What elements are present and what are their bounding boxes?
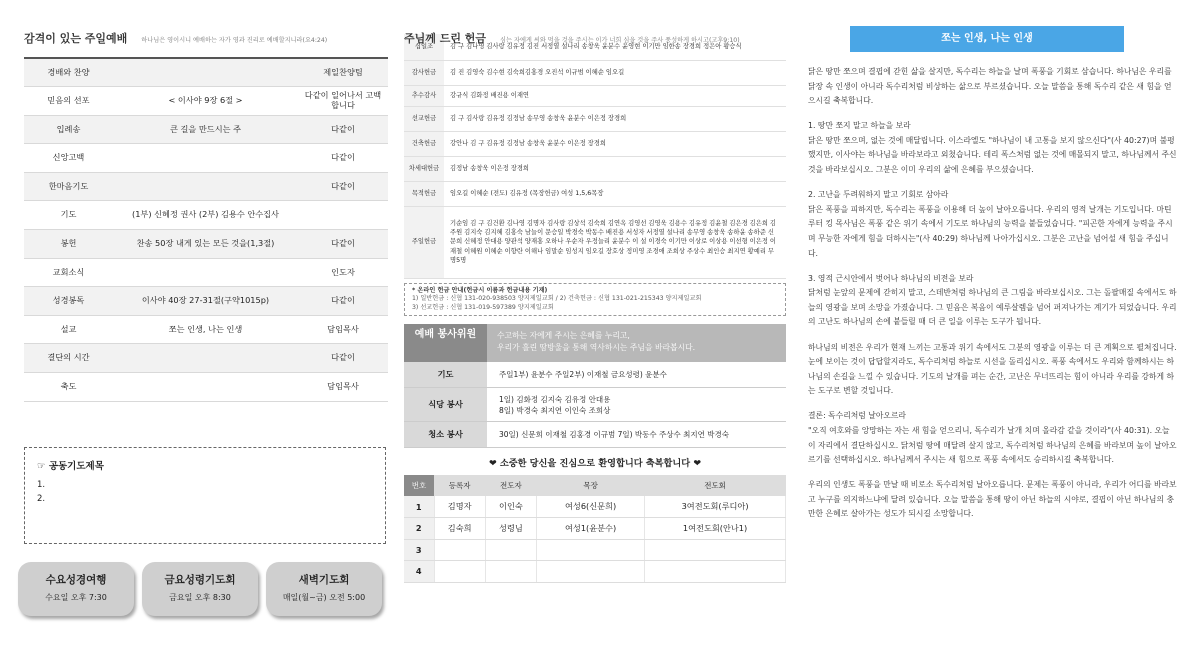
meeting-name: 수요성경여행 [45, 574, 107, 586]
offering-verse: 심는 자에게 씨와 먹을 것을 주시는 이가 너희 심을 것을 주사 풍성하게 하시고(고후9:10) [500, 37, 740, 44]
worship-row [24, 115, 388, 144]
registration-cell: 3 [404, 539, 434, 561]
registration-cell [485, 539, 536, 561]
service-member-line: 30일) 신문희 이재철 김홍경 이규범 7일) 박동수 주상수 최지연 박경숙 [499, 430, 729, 439]
registration-cell: 이인숙 [485, 496, 536, 518]
meeting-time: 수요일 오후 7:30 [45, 593, 107, 602]
worship-row [24, 315, 388, 344]
registration-header: 목장 [537, 475, 645, 496]
offering-row [404, 181, 786, 206]
worship-leader: 인도자 [298, 258, 388, 287]
worship-row [24, 287, 388, 316]
offering-row [404, 206, 786, 278]
sermon-paragraph: 하나님의 비전은 우리가 현재 느끼는 고통과 위기 속에서도 그분의 영광을 이루는 더 큰 계획으로 펼쳐집니다. 눈에 보이는 것이 답답할지라도, 독수리처럼 하늘로 시선을 돌리십시오. 폭풍 속에서도 우리와 함께하시는 하나님의 손길을 느낄 수 있습니다. 기도의 날개를 펴는 순간, 고난은 무너뜨리는 힘이 아니라 우리를 강하게 하는 도구로 변할 것입니다. [808, 342, 1177, 396]
registration-table [404, 475, 786, 583]
offering-title: 주님께 드린 헌금 [404, 32, 487, 45]
worship-row [24, 258, 388, 287]
offering-header [404, 0, 786, 45]
worship-detail: 이사야 40장 27-31절(구약1015p) [113, 287, 298, 316]
registration-header: 번호 [404, 475, 434, 496]
worship-item: 신앙고백 [24, 144, 113, 173]
registration-cell [537, 561, 645, 583]
registration-cell [434, 539, 485, 561]
worship-item: 성경봉독 [24, 287, 113, 316]
registration-header: 전도회 [645, 475, 786, 496]
registration-row [404, 496, 786, 518]
offering-row [404, 85, 786, 106]
worship-leader: 담임목사 [298, 373, 388, 402]
offering-row [404, 60, 786, 85]
meeting-card [266, 562, 382, 616]
registration-row [404, 539, 786, 561]
registration-cell: 여성1(윤분수) [537, 518, 645, 540]
meeting-time: 매일(월~금) 오전 5:00 [282, 593, 366, 602]
meeting-list [18, 562, 382, 616]
worship-item: 한마음기도 [24, 172, 113, 201]
registration-cell: 2 [404, 518, 434, 540]
worship-item: 교회소식 [24, 258, 113, 287]
worship-header [24, 0, 388, 45]
offering-type: 추수감사 [404, 85, 444, 106]
worship-detail: (1부) 신혜정 권사 (2부) 김용수 안수집사 [113, 201, 298, 230]
worship-title: 감격이 있는 주일예배 [24, 32, 128, 45]
service-label: 예배 봉사위원 [404, 324, 487, 362]
sermon-paragraph: 닭은 땅만 쪼으며 결핍에 갇힌 삶을 살지만, 독수리는 하늘을 날며 폭풍을 기회로 삼습니다. 하나님은 우리를 닭장 속 인생이 아니라 독수리처럼 비상하는 삶으로 부르셨습니다. 오늘 말씀을 통해 독수리 같은 새 힘을 얻으시길 축복합니다. [808, 67, 1172, 106]
registration-cell: 1여전도회(안나1) [645, 518, 786, 540]
registration-cell: 여성6(신문희) [537, 496, 645, 518]
registration-header: 등록자 [434, 475, 485, 496]
worship-leader: 다같이 [298, 344, 388, 373]
prayer-line: 1. [37, 480, 46, 490]
online-line: 1) 일반헌금 : 신협 131-020-938503 양지제일교회 / 2) 건축헌금 : 신협 131-021-215343 양지제일교회 [412, 295, 702, 302]
service-member-line: 1일) 김화정 김지숙 김유정 안대용 [499, 394, 611, 404]
registration-header: 전도자 [485, 475, 536, 496]
service-desc [487, 324, 786, 362]
welcome-message: ❤ 소중한 당신을 진심으로 환영합니다 축복합니다 ❤ [488, 458, 702, 469]
service-role: 청소 봉사 [404, 422, 487, 447]
meeting-name: 금요성령기도회 [164, 574, 236, 586]
worship-item: 결단의 시간 [24, 344, 113, 373]
meeting-name: 새벽기도회 [298, 574, 350, 586]
registration-cell: 김숙희 [434, 518, 485, 540]
registration-cell [645, 561, 786, 583]
worship-leader: 다같이 [298, 115, 388, 144]
service-role: 기도 [404, 362, 487, 387]
service-rows [404, 362, 786, 448]
offering-names: 임오길 이혜순 (전도) 김유정 (목장헌금) 여성 1,5,6목장 [444, 181, 786, 206]
worship-detail: 쪼는 인생, 나는 인생 [113, 315, 298, 344]
worship-leader: 제일찬양팀 [298, 58, 388, 87]
online-line: 3) 선교헌금 : 신협 131-019-597389 양지제일교회 [412, 303, 554, 311]
online-offering-box [404, 283, 786, 317]
offering-column [404, 0, 786, 583]
worship-leader: 다같이 [298, 144, 388, 173]
service-member-line: 8일) 박경숙 최지연 이인숙 조희상 [499, 405, 611, 415]
worship-leader: 다같이 일어나서 고백합니다 [298, 87, 388, 116]
service-members [487, 394, 610, 416]
worship-row [24, 201, 388, 230]
worship-detail [113, 344, 298, 373]
sermon-paragraph: 2. 고난을 두려워하지 말고 기회로 삼아라 닭은 폭풍을 피하지만, 독수리는 폭풍을 이용해 더 높이 날아오릅니다. 우리의 영적 날개는 기도입니다. 마틴 루터 킹 목사님은 폭풍 같은 위기 속에서 기도로 하나님의 능력을 붙들었습니다. "피곤한 자에게 능력을 주시며 무능한 자에게 힘을 더하시는"(사 40:29) 하나님께 나아가십시오. 그분은 고난을 넘어설 새 힘을 주십니다. [808, 190, 1173, 258]
registration-cell [645, 539, 786, 561]
offering-names: 김 구 김사랑 김유정 김정남 송무영 송창욱 윤분수 이은정 장경희 [444, 106, 786, 131]
offering-type: 목적헌금 [404, 181, 444, 206]
worship-item: 기도 [24, 201, 113, 230]
registration-cell: 4 [404, 561, 434, 583]
registration-row [404, 561, 786, 583]
worship-item: 봉헌 [24, 230, 113, 259]
offering-type: 십일조 [404, 34, 444, 60]
worship-item: 축도 [24, 373, 113, 402]
online-title: * 온라인 헌금 안내(헌금시 이름과 헌금내용 기재) [412, 286, 548, 294]
worship-column [24, 0, 388, 602]
prayer-line: 2. [37, 494, 46, 504]
service-role: 식당 봉사 [404, 388, 487, 421]
worship-detail [113, 172, 298, 201]
worship-leader: 담임목사 [298, 315, 388, 344]
service-row [404, 388, 786, 422]
sermon-paragraph: 우리의 인생도 폭풍을 만날 때 비로소 독수리처럼 날아오릅니다. 문제는 폭풍이 아니라, 우리가 어디를 바라보고 누구를 의지하느냐에 달려 있습니다. 오늘 말씀을 통해 땅이 아닌 하늘의 시야로, 결핍이 아닌 하나님의 충만한 은혜로 살아가는 성도가 되시길 소망합니다. [808, 480, 1177, 519]
offering-type: 차세대헌금 [404, 156, 444, 181]
worship-item: 입례송 [24, 115, 113, 144]
worship-item: 믿음의 선포 [24, 87, 113, 116]
offering-row [404, 156, 786, 181]
offering-names: 김 진 김영숙 김수현 김숙희김홍경 오진석 이규범 이혜순 임오길 [444, 60, 786, 85]
worship-detail [113, 58, 298, 87]
worship-row [24, 344, 388, 373]
registration-row [404, 518, 786, 540]
offering-type: 선교헌금 [404, 106, 444, 131]
registration-header-row [404, 475, 786, 496]
meeting-card [142, 562, 258, 616]
service-row [404, 362, 786, 388]
offering-names: 강규식 김화정 배진용 이재연 [444, 85, 786, 106]
worship-verse: 하나님은 영이시니 예배하는 자가 영과 진리로 예배할지니라(요4:24) [141, 37, 328, 44]
sermon-title-banner: 쪼는 인생, 나는 인생 [850, 26, 1124, 52]
prayer-title: ☞ 공동기도제목 [37, 461, 104, 472]
registration-cell [485, 561, 536, 583]
prayer-box [24, 447, 386, 544]
registration-cell: 3여전도회(루디아) [645, 496, 786, 518]
worship-order-table [24, 57, 388, 402]
worship-detail: 큰 길을 만드시는 주 [113, 115, 298, 144]
worship-detail [113, 373, 298, 402]
meeting-card [18, 562, 134, 616]
registration-cell [434, 561, 485, 583]
worship-detail [113, 144, 298, 173]
worship-detail: < 이사야 9장 6절 > [113, 87, 298, 116]
worship-row [24, 373, 388, 402]
service-committee [404, 324, 786, 448]
service-members [487, 429, 729, 440]
service-desc-line: 수고하는 자에게 주시는 은혜를 누리고, [497, 331, 630, 340]
registration-cell: 성령님 [485, 518, 536, 540]
worship-item: 설교 [24, 315, 113, 344]
sermon-body [808, 65, 1178, 522]
offering-row [404, 131, 786, 156]
worship-leader: 다같이 [298, 172, 388, 201]
worship-row [24, 172, 388, 201]
offering-names: 기순임 김 구 김건환 김나영 김명자 김사랑 김상석 김숙희 김연옥 김영선 김영욱 김용수 김유정 김윤철 김은경 김은희 김주원 김지숙 김지혜 김홍숙 남늘이 문승일 박경숙 박동수 배진용 서성자 서정열 설나리 송무영 송창욱 송하윤 송하준 신문희 신혜정 안대용 양관석 양재홍 오하나 우순자 우정늘리 윤분수 이 설 이경숙 이기만 이상로 이상용 이선형 이은정 이재철 이혜원 이혜순 이향란 이해나 임말순 임성지 임오길 장호상 정미영 조경애 조희상 주상수 최인승 최지연 황예리 무명5명 [444, 206, 786, 278]
sermon-paragraph: 3. 영적 근시안에서 벗어나 하나님의 비전을 보라 닭처럼 눈앞의 문제에 갇히지 말고, 스데반처럼 하나님의 큰 그림을 바라보십시오. 그는 돌팔매질 속에서도 하늘의 영광을 보며 소망을 가졌습니다. 그 믿음은 복음이 예루살렘을 넘어 퍼져나가는 계기가 되었습니다. 우리의 고난도 하나님의 손에 붙들릴 때 더 큰 일을 이루는 도구가 됩니다. [808, 273, 1177, 327]
sermon-paragraph: 1. 땅만 쪼지 말고 하늘을 보라 닭은 땅만 쪼으며, 없는 것에 매달립니다. 이스라엘도 "하나님이 내 고통을 보지 않으신다"(사 40:27)며 불평했지만, 이사야는 하나님을 바라보라고 외쳤습니다. 테리 폭스처럼 없는 것에 매몰되지 말고, 하나님께서 주신 것을 바라보십시오. 그분은 이미 우리의 삶에 은혜를 부으셨습니다. [808, 121, 1177, 175]
offering-names: 강안나 김 구 김유정 김정남 송창욱 윤분수 이은정 장경희 [444, 131, 786, 156]
service-header [404, 324, 786, 362]
worship-row [24, 58, 388, 87]
worship-detail [113, 258, 298, 287]
sermon-column [808, 0, 1178, 533]
service-row [404, 422, 786, 448]
worship-row [24, 144, 388, 173]
registration-cell [537, 539, 645, 561]
service-member-line: 주일1부) 윤분수 주일2부) 이재철 금요성령) 윤분수 [499, 370, 667, 379]
registration-cell: 1 [404, 496, 434, 518]
worship-detail: 찬송 50장 내게 있는 모든 것을(1,3절) [113, 230, 298, 259]
service-desc-line: 우리가 흘린 땀방울을 통해 역사하시는 주님을 바라봅시다. [497, 343, 696, 352]
worship-item: 경배와 찬양 [24, 58, 113, 87]
worship-row [24, 230, 388, 259]
registration-cell: 김명자 [434, 496, 485, 518]
service-members [487, 369, 667, 380]
offering-type: 주일헌금 [404, 206, 444, 278]
sermon-paragraph: 결론: 독수리처럼 날아오르라 "오직 여호와를 앙망하는 자는 새 힘을 얻으리니, 독수리가 날개 치며 올라감 같을 것이라"(사 40:31). 오늘 이 자리에서 결단하십시오. 닭처럼 땅에 매달려 살지 않고, 독수리처럼 하나님의 은혜를 바라보며 높이 날아오르기를 선택하십시오. 하나님께서 주시는 새 힘으로 폭풍 속에서도 승리하시길 축복합니다. [808, 411, 1177, 465]
offering-table [404, 34, 786, 279]
offering-type: 건축헌금 [404, 131, 444, 156]
meeting-time: 금요일 오후 8:30 [169, 593, 231, 602]
worship-row [24, 87, 388, 116]
offering-row [404, 106, 786, 131]
offering-type: 감사헌금 [404, 60, 444, 85]
offering-names: 김 구 김나영 김사랑 김유정 김진 서정열 설나리 송창욱 윤분수 윤영현 이기만 임한송 장경희 정은아 황승식 [444, 34, 786, 60]
worship-leader: 다같이 [298, 230, 388, 259]
offering-names: 김정남 송창욱 이은정 장경희 [444, 156, 786, 181]
worship-leader: 다같이 [298, 287, 388, 316]
worship-leader [298, 201, 388, 230]
